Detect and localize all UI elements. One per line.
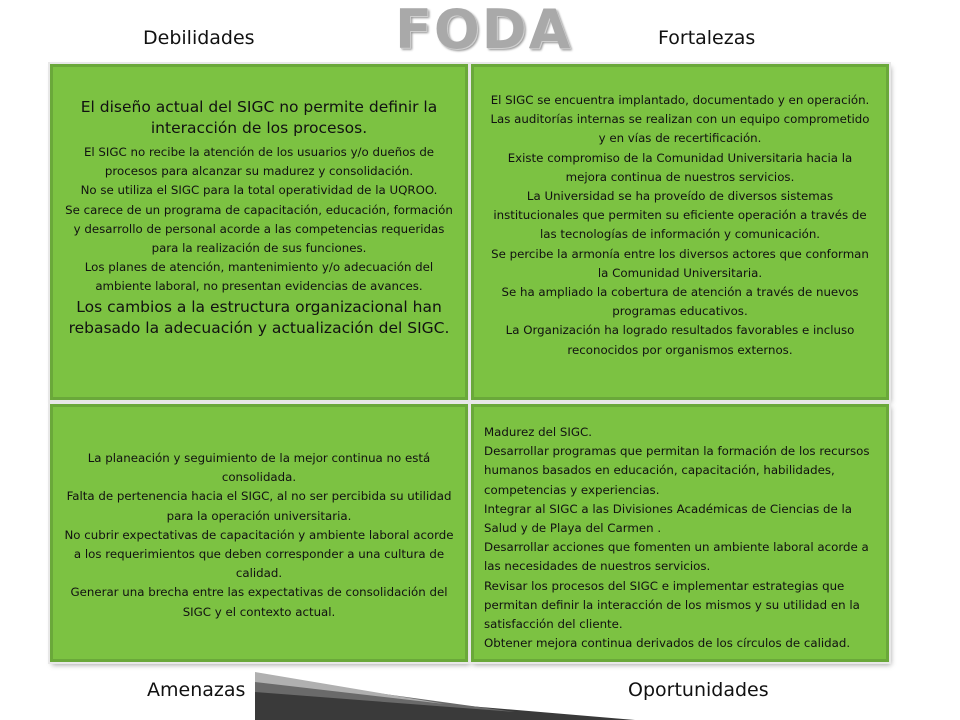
fortalezas-item: La Universidad se ha proveído de diversos sistemas institucionales que permiten su eficiente operación a través de las tecnologías de información y comunicación.: [493, 189, 867, 242]
debilidades-item: Los cambios a la estructura organizacional han rebasado la adecuación y actualización del SIGC.: [68, 297, 450, 337]
fortalezas-item: Se ha ampliado la cobertura de atención a través de nuevos programas educativos.: [501, 285, 859, 319]
fortalezas-item: La Organización ha logrado resultados favorables e incluso reconocidos por organismos externos.: [505, 323, 855, 357]
oportunidades-item: Revisar los procesos del SIGC e implementar estrategias que permitan definir la interacción de los mismos y su utilidad en la satisfacción del cliente.: [484, 578, 860, 632]
oportunidades-item: Madurez del SIGC.: [484, 425, 593, 439]
label-debilidades: Debilidades: [143, 27, 255, 49]
debilidades-box: [50, 64, 468, 400]
oportunidades-item: Desarrollar programas que permitan la formación de los recursos humanos basados en educación, capacitación, habilidades, competencias y experiencias.: [484, 444, 870, 497]
amenazas-item: La planeación y seguimiento de la mejor continua no está consolidada.: [87, 451, 431, 485]
oportunidades-item: Desarrollar acciones que fomenten un ambiente laboral acorde a las necesidades de nuestros servicios.: [484, 540, 869, 574]
label-amenazas: Amenazas: [147, 679, 246, 701]
fortalezas-item: Existe compromiso de la Comunidad Universitaria hacia la mejora continua de nuestros servicios.: [507, 150, 853, 184]
amenazas-box: [50, 404, 468, 662]
debilidades-item: El SIGC no recibe la atención de los usuarios y/o dueños de procesos para alcanzar su madurez y consolidación.: [83, 145, 435, 179]
fortalezas-box: [471, 64, 889, 400]
label-fortalezas: Fortalezas: [658, 27, 756, 49]
amenazas-item: Generar una brecha entre las expectativas de consolidación del SIGC y el contexto actual.: [70, 585, 448, 619]
label-oportunidades: Oportunidades: [628, 679, 769, 701]
oportunidades-item: Obtener mejora continua derivados de los círculos de calidad.: [484, 636, 851, 651]
amenazas-item: No cubrir expectativas de capacitación y ambiente laboral acorde a los requerimientos que deben corresponder a una cultura de calidad.: [64, 527, 454, 581]
page-title: FODA: [395, 0, 573, 61]
debilidades-item: No se utiliza el SIGC para la total operatividad de la UQROO.: [80, 183, 438, 198]
fortalezas-item: Se percibe la armonía entre los diversos actores que conforman la Comunidad Universitaria.: [491, 246, 869, 280]
debilidades-item: El diseño actual del SIGC no permite definir la interacción de los procesos.: [80, 98, 438, 137]
oportunidades-item: Integrar al SIGC a las Divisiones Académicas de Ciencias de la Salud y de Playa del Carmen .: [484, 501, 852, 536]
amenazas-item: Falta de pertenencia hacia el SIGC, al no ser percibida su utilidad para la operación universitaria.: [66, 489, 452, 523]
debilidades-item: Los planes de atención, mantenimiento y/o adecuación del ambiente laboral, no presentan evidencias de avances.: [84, 260, 434, 294]
fortalezas-item: Las auditorías internas se realizan con un equipo comprometido y en vías de recertificación.: [490, 112, 870, 146]
fortalezas-item: El SIGC se encuentra implantado, documentado y en operación.: [490, 93, 870, 107]
decorative-swoosh: [255, 672, 635, 720]
debilidades-item: Se carece de un programa de capacitación, educación, formación y desarrollo de personal acorde a las competencias requeridas para la realización de sus funciones.: [65, 202, 453, 256]
oportunidades-box: [471, 404, 889, 662]
